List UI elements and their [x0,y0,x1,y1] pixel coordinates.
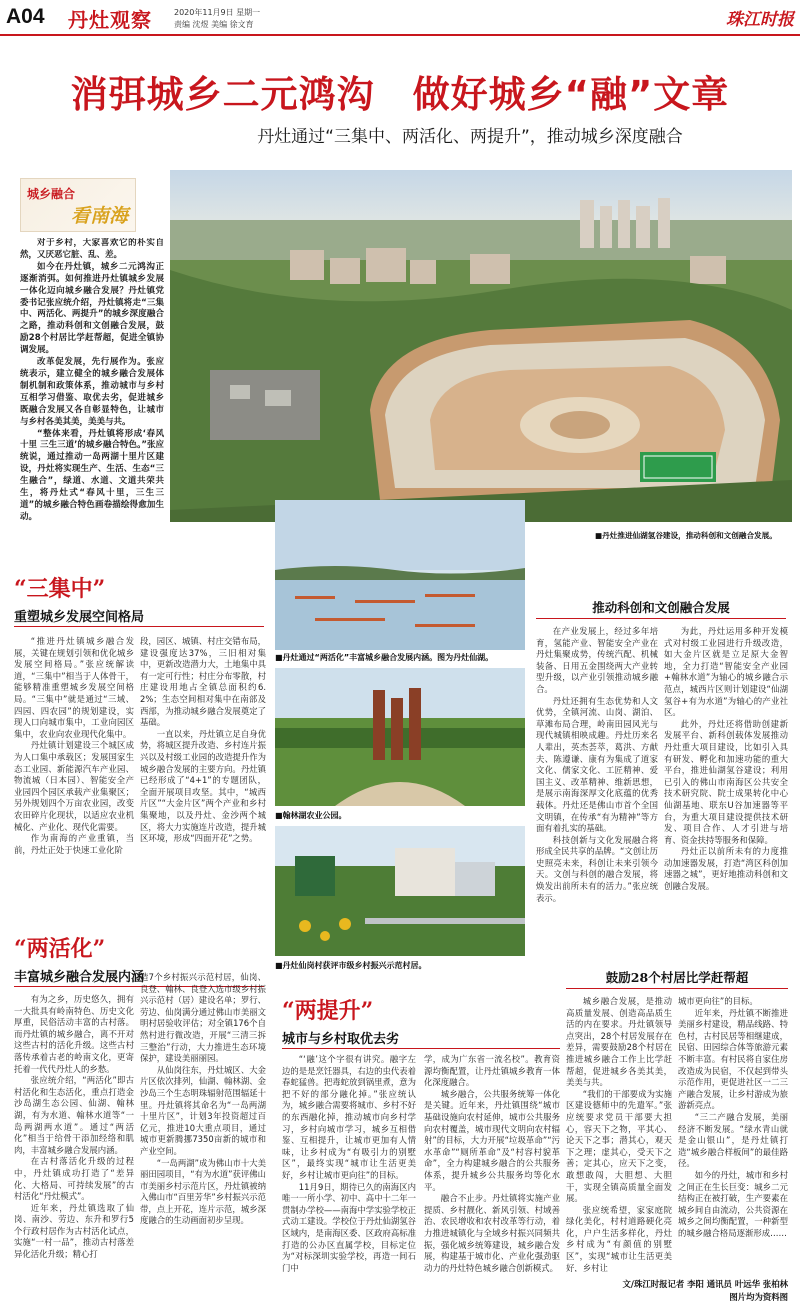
sec5-col1-p3: 张应统希望，家家庭院绿化美化，村村道路硬化亮化，户户生活多样化，丹灶乡村成为“有颜值的别墅区”，实现“城市让生活更美好，乡村让 [566,1204,672,1272]
headline: 消弭城乡二元鸿沟 做好城乡“融”文章 [70,73,730,116]
main-photo-caption: ■丹灶推进仙湖氢谷建设，推动科创和文创融合发展。 [595,531,777,540]
sec1-title: “三集中” [14,576,106,602]
sec5-col1 [566,996,672,1272]
sec3-rule [282,1048,560,1049]
badge-line1: 城乡融合 [27,187,76,201]
intro-p1: 对于乡村，大家喜欢它的朴实自然，又厌恶它脏、乱、差。 [20,238,164,260]
intro-p4: “整体来看，丹灶镇将形成‘春风十里 三生三道’的城乡融合特色。”张应统说，通过推动一岛两湖十里片区建设，丹灶将实现生产、生活、生态“三生融合”，绿道、水道、文道共荣共生，将丹灶式“春风十里，三生三道”的城乡融合特色画卷描绘得愈加生动。 [20,428,164,522]
sec2-col2-p3: “一岛两湖”成为佛山市十大美丽田园项目，“有为水道”获评佛山市美丽乡村示范片区，丹灶镇被纳入佛山市“百里芳华”乡村振兴示范带，点上开花，连片示范，城乡深度融合的生动画面初步呈现。 [140,1157,266,1226]
sec4-col1-p2: 丹灶还拥有生态优势和人文优势，全镇河流、山岗、湖泊、草滩布局合理，岭南田园风光与现代城镇相映成趣。丹灶历来名人辈出，英杰荟萃，葛洪、方献夫、陈遵谦、康有为集成了道家文化、儒家文化、工匠精神、爱国主义、改革精神、维新思想，是展示南海深厚文化底蕴的优秀载体。丹灶还是佛山市首个全国文明镇，在传承“有为精神”等方面有着扎实的基础。 [536,695,658,834]
sec2-col1 [14,994,134,1310]
section-title: 丹灶观察 [68,8,152,32]
masthead [0,0,800,34]
sec1-col2 [140,636,266,926]
village-photo-caption: ■丹灶仙岗村获评市级乡村振兴示范村居。 [275,961,427,970]
sec5-col2-p3: “三二产融合发展，美丽经济不断发展。“绿水青山就是金山银山”，是丹灶镇打造“城乡融合样板间”的最佳路径。 [678,1111,788,1169]
sec4-rule-left [536,618,786,619]
sec2-col1-p4: 近年来，丹灶镇选取了仙岗、南沙、劳边、东升和罗行5个行政村居作为古村活化试点，实施“一村一品”，推动古村落差异化活化升级；精心打 [14,1202,134,1260]
sec3-col2 [424,1054,560,1310]
subheadline: 丹灶通过“三集中、两活化、两提升”，推动城乡深度融合 [257,127,683,147]
sec1-col2-p2: 一直以来，丹灶镇立足自身优势，将城区提升改造、乡村连片振兴以及村级工业园的改造提升作为城乡融合发展的主要方向。丹灶镇已经形成了“4+1”的专题团队，全面开展项目攻坚。其中，“城西片区”“大金片区”两个产业和乡村集聚地，以及丹灶、金沙两个城区，将大力实施连片改造，提升城区环境，形成“四面开花”之势。 [140,728,266,844]
sec1-subtitle: 重塑城乡发展空间格局 [14,610,145,625]
byline-photos: 图片均为资料图 [729,1292,788,1302]
byline [566,1278,788,1304]
sec4-col2 [664,626,788,946]
sec4-col1 [536,626,658,946]
sec5-rule [566,988,788,989]
sec3-col1 [282,1054,416,1310]
sec2-subtitle: 丰富城乡融合发展内涵 [14,970,145,985]
column-badge [20,178,136,232]
lake-image [275,500,525,650]
sec1-col1-p3: 作为南海的产业重镇，当前，丹灶正处于快速工业化阶 [14,833,134,855]
sec4-col2-p3: 丹灶正以前所未有的力度推动加速器发展，打造“湾区科创加速器之城”，更好地推动科创和文创融合发展。 [664,846,788,892]
issue-date: 2020年11月9日 星期一 [174,8,261,17]
sec4-col1-p3: 科技创新与文化发展融合将形成全民共享的品牌。“文创让历史照亮未来，科创让未来引领今天。文创与科创的融合发展，将焕发出前所未有的活力。”张应统表示。 [536,834,658,903]
lake-photo [275,500,525,650]
sec1-col1 [14,636,134,926]
sec3-col2-p1: 学，成为广东省一流名校”。教育资源均衡配置，让丹灶镇城乡教育一体化深度融合。 [424,1054,560,1088]
editors: 责编 沈煜 美编 徐文育 [174,20,254,29]
intro-p3: 改革促发展，先行展作为。张应统表示，建立健全的城乡融合发展体制机制和政策体系，推动城市与乡村互相学习借鉴、取优去劣，促进城乡既融合发展又各自彰显特色，让城市与乡村各美其美，美美与共。 [20,357,164,427]
sec2-col2-p2: 从仙岗往东，丹灶城区、大金片区依次排列，仙湖、翰林湖、金沙岛三个生态明珠辐射范围辐延十里。丹灶镇将其命名为“一岛两湖十里片区”，计划3年投资超过百亿元，推进10大重点项目，通过城市更新腾挪7350亩新的城市和产业空间。 [140,1064,266,1156]
masthead-rule [0,34,800,36]
sec4-col2-p2: 此外，丹灶还将借助创建新发展平台、新科创载体发展推动丹灶重大项目建设，比如引入具有研发、孵化和加速功能的重大平台，推进仙湖氢谷建设；利用已引入的佛山市南海区公共安全技术研究院、院士成果转化中心仙湖基地、联东U谷加速器等平台，为重大项目建设提供技术研发、项目合作、人才引进与培育、资金扶持等服务和保障。 [664,718,788,845]
sec3-col1-p2: 11月9日，期待已久的南海区内唯一一所小学、初中、高中十二年一贯制办学校——南海中学实验学校正式动工建设。学校位于丹灶仙湖氢谷区域内，是南海区委、区政府高标准打造的公办区直属学校，目标定位为“对标深圳实验学校，再造一间石门中 [282,1181,416,1273]
page-number: A04 [6,5,45,28]
sec2-col1-p1: 有为之乡，历史悠久，拥有一大批具有岭南特色、历史文化厚重，民俗活动丰富的古村落。而丹灶镇的城乡融合，离不开对这些古村的活化升级。这些古村落传承着古老的岭南文化，更寄托着一代代丹灶人的乡愁。 [14,994,134,1074]
sec1-col1-p1: “推进丹灶镇城乡融合发展，关键在规划引领和优化城乡发展空间格局。”张应统解读道，“三集中”相当于人体骨干，能够精准重塑城乡发展空间格局。“三集中”就是通过“三域、四园、四农园”的规划建设，实现人口向城市集中，工业向园区集中，农业向农业现代化集中。 [14,636,134,739]
sec3-subtitle: 城市与乡村取优去劣 [282,1032,400,1047]
sec5-col2-p4: 如今的丹灶，城市和乡村之间正在生长巨变：城乡二元结构正在被打破，生产要素在城乡间自由流动，公共资源在城乡之间均衡配置，一种新型的城乡融合格局逐渐形成…… [678,1169,788,1238]
sec5-col2 [678,996,788,1272]
intro-p2: 如今在丹灶镇，城乡二元鸿沟正逐渐消弭。如何推进丹灶镇城乡发展一体化迈向城乡融合发展？丹灶镇党委书记张应统介绍，丹灶镇将走“三集中、两活化、两提升”的城乡深度融合之路，推动科创和文创融合发展，鼓励28个村居比学赶帮超，促进全镇协调发展。 [20,261,164,356]
sec2-col2-p1: 造7个乡村振兴示范村居，仙岗、良登、翰林、良登入选市级乡村振兴示范村（居）建设名单；罗行、劳边、仙岗满分通过佛山市美丽文明村居验收评估；对全镇176个自然村进行微改造，开展“三清三拆三整治”行动，大力推进生态环境保护，建设美丽丽园。 [140,972,266,1064]
sec2-col1-p3: 在古村落活化升级的过程中，丹灶镇成功打造了“差异化、大格局、可持续发展”的古村活化“丹灶模式”。 [14,1156,134,1202]
park-image [275,668,525,806]
main-photo [170,170,792,522]
sec4-col1-p1: 在产业发展上，经过多年培育，氢能产业、智能安全产业在丹灶集聚成势，传统汽配、机械装备、日用五金围绕两大产业转型升级，以产业引领推动城乡融合。 [536,626,658,694]
sec2-col1-p2: 张应统介绍，“两活化”即古村活化和生态活化，重点打造金沙岛湖生态公园、仙湖、翰林湖，有为水道、翰林水道等“一岛两湖两水道”。通过“两活化”相当于给骨干添加经络和肌肉，丰富城乡融合发展内涵。 [14,1075,134,1155]
sec5-col1-p2: “我们的干部要成为实施区建设德师中的先遣军。”张应统要求党员干部要大担心，容天下之物，平其心、论天下之事；潜其心，观天下之理；虚其心，受天下之善；定其心，应天下之变，敢想敢闯，大胆想、大胆干，实现全镇高质量全面发展。 [566,1088,672,1204]
sec3-col2-p3: 融合不止步。丹灶镇将实施产业提质、乡村靓化、新风引领、村域善治、农民增收和农村改革等行动，着力推进城镇化与全域乡村振兴同频共振，强化城乡统筹建设，城乡融合发展，构建基于城市化、产业化强劲驱动力的丹灶特色城乡融合创新模式。 [424,1193,560,1273]
sec5-col2-p1: 城市更向往”的目标。 [678,996,758,1006]
village-photo [275,826,525,956]
sec2-col2 [140,972,266,1310]
sec5-col2-p2: 近年来，丹灶镇不断推进美丽乡村建设，精品线路、特色村，古村民居等相继建成，民宿、田园综合体等旅游元素不断丰富。有村民将自家住房改造成为民宿，不仅起到带头示范作用，更促进社区一二三产融合发展，让乡村游成为旅游新亮点。 [678,1007,788,1111]
sec4-title: 推动科创和文创融合发展 [592,600,730,615]
park-photo-caption: ■翰林湖农业公园。 [275,811,347,820]
sec1-rule [14,626,264,627]
sec3-col2-p2: 城乡融合，公共服务统筹一体化是关键。近年来，丹灶镇围绕“城市基础设施向农村延伸，城市公共服务向农村覆盖，城市现代文明向农村辐射”的目标，大力开展“垃圾革命”“污水革命”“厕所革命”及“村容村貌革命”，全力构建城乡融合的公共服务体系，提升城乡公共服务均等化水平。 [424,1088,560,1192]
sec4-col2-p1: 为此，丹灶运用多种开发模式对村级工业园进行升级改造，如大金片区就是立足原大金智地，全力打造“智能安全产业园+翰林水道”为轴心的城乡融合示范点，城西片区则计划建设“仙湖氢谷+有为水道”为轴心的产业社区。 [664,626,788,718]
park-photo [275,668,525,806]
lake-photo-caption: ■丹灶通过“两活化”丰富城乡融合发展内涵。图为丹灶仙湖。 [275,653,494,662]
sec1-col1-p2: 丹灶镇计划建设三个城区成为人口集中承载区；发展国家生态工业园、新能源汽车产业园、物流城（日本园）、智能安全产业园四个园区承载产业集聚区；另外规划四个万亩农业园，改变农田碎片化现状，以适应农业机械化、产业化、现代化需要。 [14,740,134,832]
sec2-title: “两活化” [14,936,106,962]
badge-line2: 看南海 [71,205,129,227]
village-image [275,826,525,956]
newspaper-logo: 珠江时报 [726,10,794,30]
sec5-title: 鼓励28个村居比学赶帮超 [605,970,749,985]
sec1-col2-p1: 段，园区、城镇、村庄交错布局，建设强度达37%，三旧相对集中，更新改造潜力大，土地集中具有一定可行性；村庄分布零散，村庄建设用地占全镇总面积约6.2%；生态空间相对集中在南部及西部，为推动城乡融合发展奠定了基础。 [140,636,266,728]
byline-authors: 文/珠江时报记者 李阳 通讯员 叶远华 张柏林 [622,1279,788,1289]
sec3-col1-p1: “‘融’这个字很有讲究。融字左边的是是烹饪器具，右边的虫代表着春蛇猛兽。把毒蛇放到锅里煮，意为把不好的部分融化掉。”张应统认为，城乡融合需要将城市、乡村不好的东西融化掉，推动城市向乡村学习，乡村向城市学习，城乡互相借鉴、互相提升，让城市更加有人情味，让乡村成为“有吸引力的别墅区”，最终实现“城市让生活更美好，乡村让城市更向往”的目标。 [282,1054,416,1180]
aerial-campus-image [170,170,792,522]
sec3-title: “两提升” [282,998,374,1024]
intro-text [20,238,164,522]
sec5-col1-p1: 城乡融合发展，是推动高质量发展、创造高品质生活的内在要求。丹灶镇领导点突出，28个村居发展存在差异，需要鼓励28个村居在推进城乡融合工作上比学赶帮超，促进城乡各美其美，美美与共。 [566,996,672,1088]
